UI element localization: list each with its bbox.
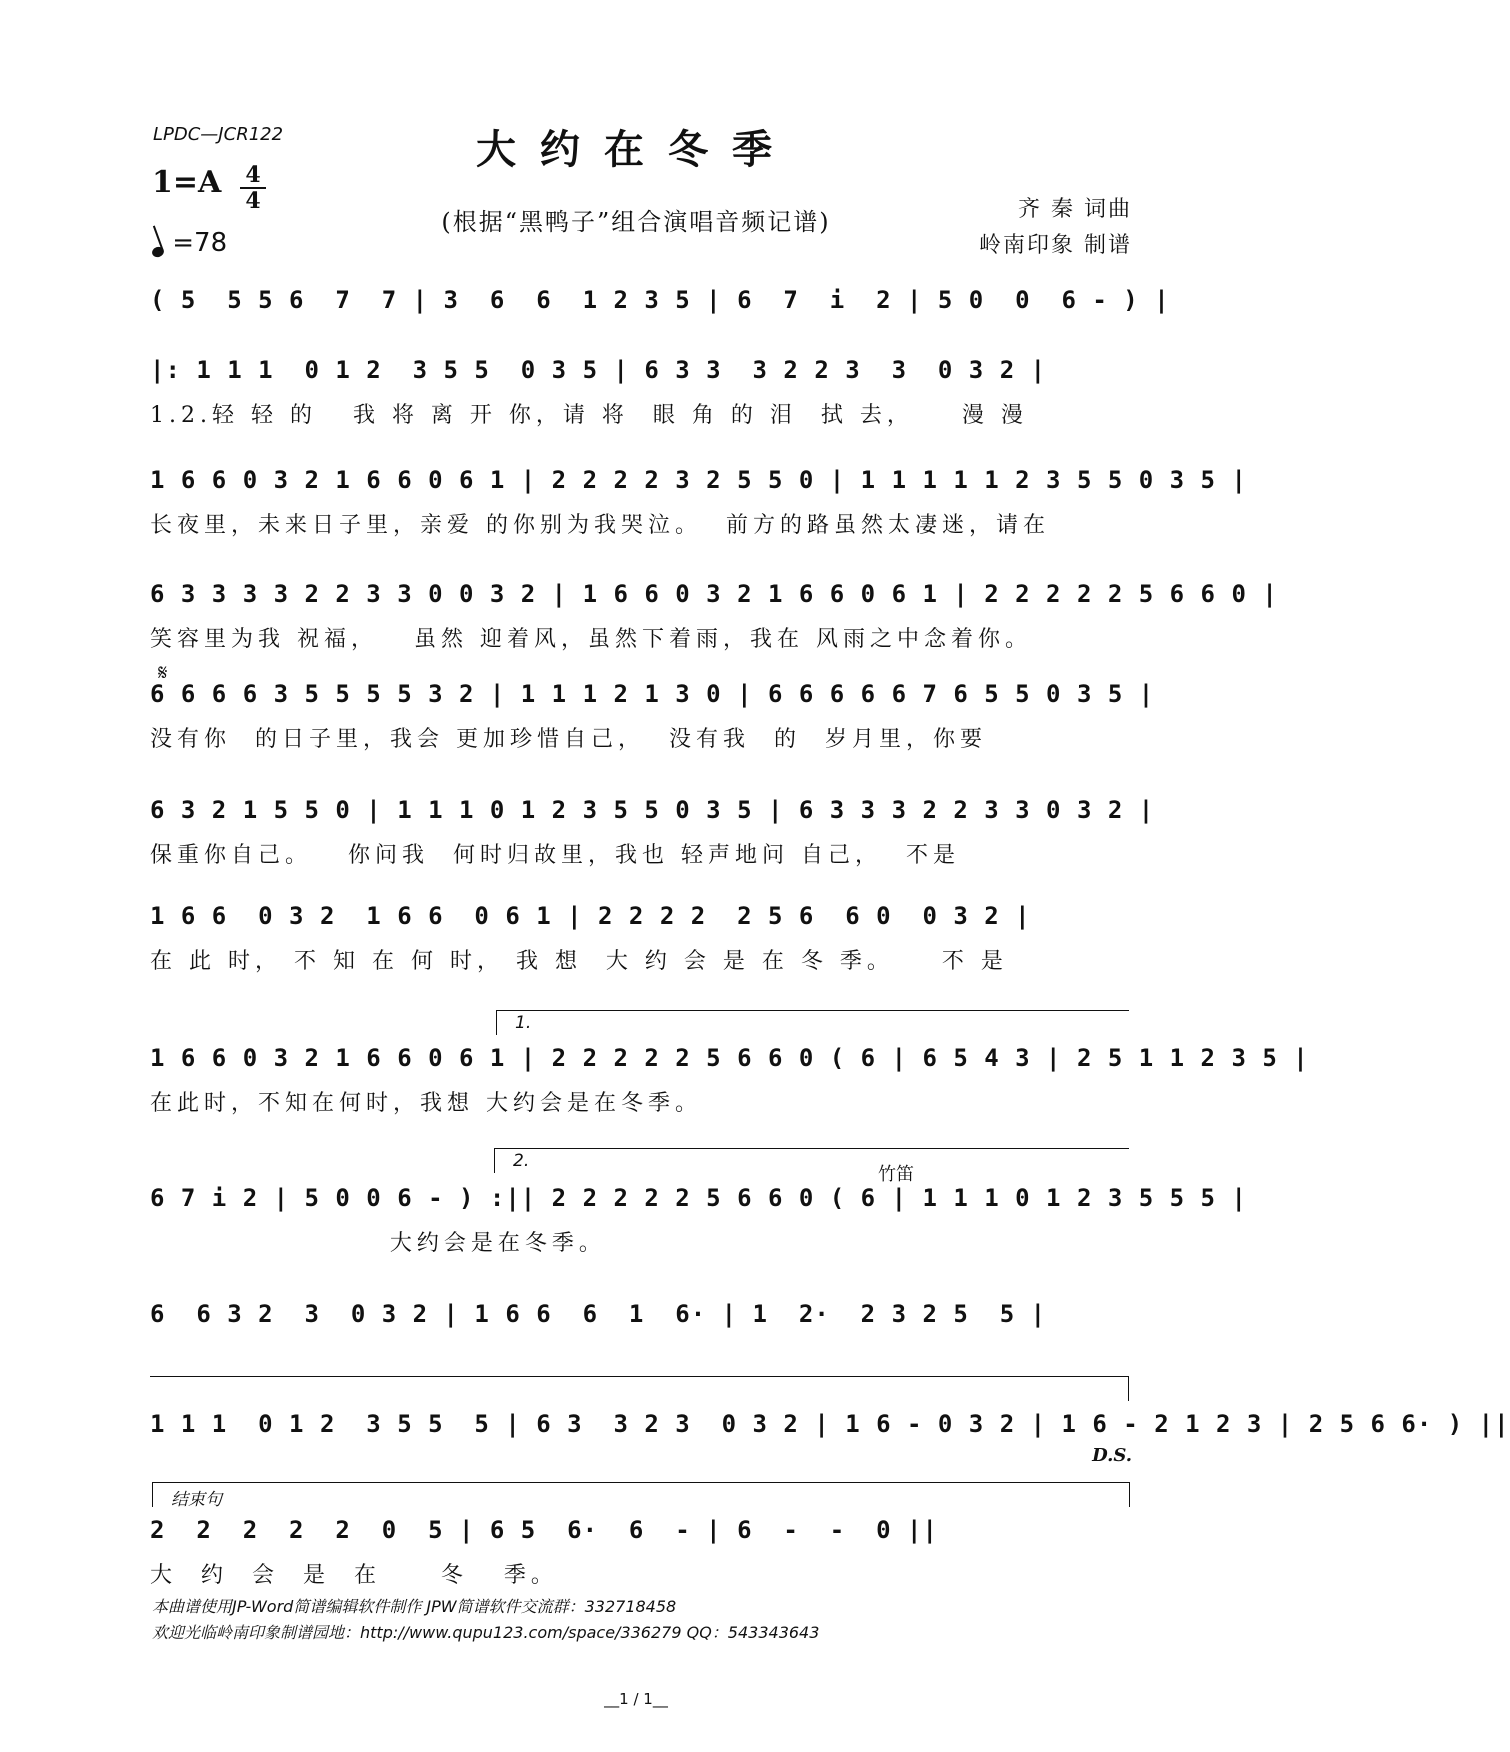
- score-system-1: [150, 286, 1170, 314]
- score-system-9: [150, 1184, 1247, 1257]
- notation-line: 6 7 i 2 | 5 0 0 6 - ) :|| 2 2 2 2 2 5 6 6 0 ( 6 | 1 1 1 0 1 2 3 5 5 5 |: [150, 1184, 1247, 1212]
- score-system-10: [150, 1300, 1130, 1328]
- lyrics-line: 在 此 时， 不 知 在 何 时， 我 想 大 约 会 是 在 冬 季。 不 是: [150, 949, 1008, 974]
- notation-line: 6 6 3 2 3 0 3 2 | 1 6 6 6 1 6· | 1 2· 2 3 2 5 5 |: [150, 1300, 1047, 1328]
- lyrics-line: 长夜里，未来日子里，亲爱 的你别为我哭泣。 前方的路虽然太凄迷，请在: [150, 513, 1050, 538]
- lyrics-line: 保重你自己。 你问我 何时归故里，我也 轻声地问 自己， 不是: [150, 843, 960, 868]
- score-code: LPDC—JCR122: [153, 124, 284, 145]
- quarter-note-icon: [151, 245, 166, 259]
- score-system-7: [150, 902, 1130, 975]
- footer-line-2: 欢迎光临岭南印象制谱园地：http://www.qupu123.com/space/336279 QQ：543343643: [152, 1623, 820, 1642]
- credit-words-music: 齐 秦 词曲: [1018, 197, 1132, 222]
- page-number: __1 / 1__: [604, 1690, 668, 1708]
- subtitle: (根据“黑鸭子”组合演唱音频记谱): [441, 208, 831, 236]
- lyrics-line: 在此时，不知在何时，我想 大约会是在冬季。: [150, 1091, 702, 1116]
- lyrics-line: 没有你 的日子里，我会 更加珍惜自己， 没有我 的 岁月里，你要: [150, 727, 987, 752]
- time-signature-bottom: 4: [245, 188, 261, 214]
- score-system-6: [150, 796, 1155, 869]
- lyrics-line: 笑容里为我 祝福， 虽然 迎着风，虽然下着雨，我在 风雨之中念着你。: [150, 627, 1032, 652]
- lyrics-line: 大约会是在冬季。: [150, 1231, 606, 1256]
- score-system-4: [150, 580, 1278, 653]
- notation-line: 6 6 6 6 3 5 5 5 5 3 2 | 1 1 1 2 1 3 0 | 6 6 6 6 6 7 6 5 5 0 3 5 |: [150, 680, 1155, 708]
- notation-line: 2 2 2 2 2 0 5 | 6 5 6· 6 - | 6 - - 0 ||: [150, 1516, 938, 1544]
- tempo-value: =78: [172, 228, 228, 258]
- key-signature: 1=A: [152, 165, 222, 200]
- coda-bracket: [152, 1482, 1130, 1510]
- credit-arranger: 岭南印象 制谱: [979, 233, 1132, 258]
- ending-label: 结束句: [171, 1490, 222, 1510]
- page-title: 大约在冬季: [476, 126, 796, 173]
- ending-label: 1.: [515, 1013, 532, 1033]
- notation-line: 1 6 6 0 3 2 1 6 6 0 6 1 | 2 2 2 2 2 5 6 6 0 ( 6 | 6 5 4 3 | 2 5 1 1 2 3 5 |: [150, 1044, 1309, 1072]
- score-system-5: [150, 660, 1155, 753]
- ds-marking: D.S.: [1092, 1445, 1132, 1466]
- ending-label: 2.: [513, 1151, 530, 1171]
- instrument-cue: 竹笛: [878, 1164, 914, 1184]
- notation-line: 1 1 1 0 1 2 3 5 5 5 | 6 3 3 2 3 0 3 2 | 1 6 - 0 3 2 | 1 6 - 2 1 2 3 | 2 5 6 6· ) ||: [150, 1410, 1510, 1438]
- notation-line: 1 6 6 0 3 2 1 6 6 0 6 1 | 2 2 2 2 3 2 5 5 0 | 1 1 1 1 1 2 3 5 5 0 3 5 |: [150, 466, 1247, 494]
- score-system-2: [150, 356, 1130, 429]
- notation-line: |: 1 1 1 0 1 2 3 5 5 0 3 5 | 6 3 3 3 2 2 3 3 0 3 2 |: [150, 356, 1047, 384]
- notation-line: 6 3 3 3 3 2 2 3 3 0 0 3 2 | 1 6 6 0 3 2 1 6 6 0 6 1 | 2 2 2 2 2 5 6 6 0 |: [150, 580, 1278, 608]
- lyrics-line: 1.2.轻 轻 的 我 将 离 开 你，请 将 眼 角 的 泪 拭 去， 漫 漫: [150, 403, 1028, 428]
- repeat-bracket: [150, 1376, 1129, 1401]
- score-system-8: [150, 1044, 1309, 1117]
- ending-bracket-1: [496, 1010, 1129, 1035]
- notation-line: 6 3 2 1 5 5 0 | 1 1 1 0 1 2 3 5 5 0 3 5 | 6 3 3 3 2 2 3 3 0 3 2 |: [150, 796, 1155, 824]
- segno-icon: 𝄋: [158, 660, 168, 685]
- lyrics-line: 大 约 会 是 在 冬 季。: [150, 1563, 558, 1588]
- ending-bracket-2: [494, 1148, 1129, 1173]
- score-system-3: [150, 466, 1247, 539]
- score-system-12: [150, 1516, 1130, 1589]
- footer-line-1: 本曲谱使用JP-Word简谱编辑软件制作 JPW简谱软件交流群：332718458: [152, 1597, 677, 1616]
- notation-line: 1 6 6 0 3 2 1 6 6 0 6 1 | 2 2 2 2 2 5 6 6 0 0 3 2 |: [150, 902, 1031, 930]
- notation-line: ( 5 5 5 6 7 7 | 3 6 6 1 2 3 5 | 6 7 i 2 | 5 0 0 6 - ) |: [150, 286, 1170, 314]
- score-system-11: [150, 1410, 1510, 1438]
- time-signature-top: 4: [245, 162, 261, 188]
